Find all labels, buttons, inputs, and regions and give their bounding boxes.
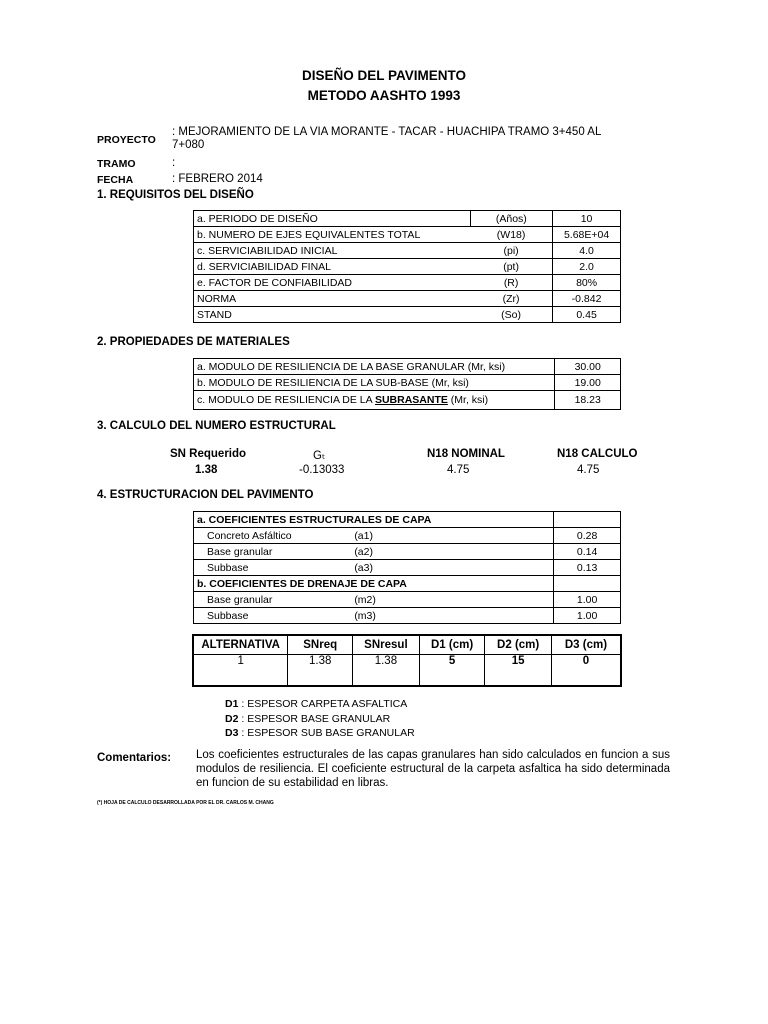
- gt-value: -0.13033: [299, 464, 345, 476]
- section1-title: 1. REQUISITOS DEL DISEÑO: [97, 189, 254, 201]
- table-row: [193, 655, 621, 687]
- layer-name: Base granular: [194, 592, 352, 608]
- col-header: SNresul: [353, 635, 420, 655]
- table-row: [194, 375, 621, 391]
- legend-key: D1: [225, 698, 239, 710]
- material-value: 18.23: [555, 391, 621, 410]
- layer-symbol: (m2): [351, 592, 553, 608]
- layer-value: 0.28: [554, 528, 621, 544]
- layer-name: Concreto Asfáltico: [194, 528, 352, 544]
- req-value: 4.0: [553, 243, 621, 259]
- proyecto-label: PROYECTO: [97, 134, 156, 146]
- layer-symbol: (a1): [351, 528, 553, 544]
- comments-text: Los coeficientes estructurales de las capas granulares han sido calculados en funcion a sus modulos de resiliencia. El coeficiente estructural de la carpeta asfaltica ha sido determinada en funcion de su estabilidad en libras.: [196, 749, 670, 789]
- req-symbol: (Años): [470, 211, 553, 227]
- req-label: b. NUMERO DE EJES EQUIVALENTES TOTAL: [194, 227, 471, 243]
- req-label: e. FACTOR DE CONFIABILIDAD: [194, 275, 471, 291]
- table-row: [194, 576, 621, 592]
- material-label: b. MODULO DE RESILIENCIA DE LA SUB-BASE (Mr, ksi): [194, 375, 555, 391]
- proyecto-value-line2: 7+080: [172, 139, 205, 151]
- material-value: 30.00: [555, 359, 621, 375]
- table-row: [194, 307, 621, 323]
- n18-calculo-header: N18 CALCULO: [557, 448, 638, 460]
- coefficients-table: [193, 511, 621, 624]
- comments-label: Comentarios:: [97, 752, 172, 764]
- footnote: (*) HOJA DE CALCULO DESARROLLADA POR EL DR. CARLOS M. CHANG: [97, 800, 274, 806]
- table-row: [194, 528, 621, 544]
- material-label: a. MODULO DE RESILIENCIA DE LA BASE GRANULAR (Mr, ksi): [194, 359, 555, 375]
- req-value: 0.45: [553, 307, 621, 323]
- section2-title: 2. PROPIEDADES DE MATERIALES: [97, 336, 290, 348]
- table-row: [194, 211, 621, 227]
- n18-calculo-value: 4.75: [577, 464, 600, 476]
- layer-symbol: (a2): [351, 544, 553, 560]
- material-label-pre: c. MODULO DE RESILIENCIA DE LA: [197, 394, 375, 406]
- material-label-post: (Mr, ksi): [447, 394, 489, 406]
- legend-text: : ESPESOR BASE GRANULAR: [238, 713, 391, 725]
- table-row: [194, 359, 621, 375]
- req-value: 5.68E+04: [553, 227, 621, 243]
- material-value: 19.00: [555, 375, 621, 391]
- layer-name: Base granular: [194, 544, 352, 560]
- table-header-row: [193, 635, 621, 655]
- section3-title: 3. CALCULO DEL NUMERO ESTRUCTURAL: [97, 420, 336, 432]
- alt-cell: 5: [419, 655, 485, 687]
- legend-item: [225, 727, 415, 739]
- subrasante-label: SUBRASANTE: [374, 394, 448, 406]
- alt-cell: 1.38: [288, 655, 353, 687]
- req-symbol: (W18): [470, 227, 553, 243]
- table-row: [194, 243, 621, 259]
- layer-symbol: (m3): [351, 608, 553, 624]
- layer-value: 0.13: [554, 560, 621, 576]
- materials-table: [193, 358, 621, 410]
- material-label: [194, 391, 555, 410]
- alt-cell: 0: [551, 655, 621, 687]
- proyecto-value-line1: : MEJORAMIENTO DE LA VIA MORANTE - TACAR - HUACHIPA TRAMO 3+450 AL: [172, 126, 602, 138]
- table-row: [194, 560, 621, 576]
- col-header: SNreq: [288, 635, 353, 655]
- alt-cell: 1: [193, 655, 288, 687]
- legend-key: D3: [225, 727, 239, 739]
- page-subtitle: METODO AASHTO 1993: [307, 88, 461, 103]
- layer-name: Subbase: [194, 608, 352, 624]
- coef-header: a. COEFICIENTES ESTRUCTURALES DE CAPA: [194, 512, 554, 528]
- n18-nominal-header: N18 NOMINAL: [427, 448, 505, 460]
- col-header: D3 (cm): [551, 635, 621, 655]
- legend-text: : ESPESOR SUB BASE GRANULAR: [238, 727, 415, 739]
- req-label: NORMA: [194, 291, 471, 307]
- layer-value: 1.00: [554, 608, 621, 624]
- table-row: [194, 275, 621, 291]
- table-row: [194, 259, 621, 275]
- tramo-value: :: [172, 157, 176, 169]
- req-symbol: (pt): [470, 259, 553, 275]
- layer-name: Subbase: [194, 560, 352, 576]
- req-label: d. SERVICIABILIDAD FINAL: [194, 259, 471, 275]
- fecha-value: : FEBRERO 2014: [172, 173, 263, 185]
- legend-item: [225, 713, 390, 725]
- req-symbol: (So): [470, 307, 553, 323]
- req-label: c. SERVICIABILIDAD INICIAL: [194, 243, 471, 259]
- table-row: [194, 227, 621, 243]
- fecha-label: FECHA: [97, 174, 134, 186]
- layer-symbol: (a3): [351, 560, 553, 576]
- req-symbol: (pi): [470, 243, 553, 259]
- gt-header: Gₜ: [313, 450, 326, 462]
- col-header: D2 (cm): [485, 635, 552, 655]
- sn-value: 1.38: [195, 464, 218, 476]
- req-value: -0.842: [553, 291, 621, 307]
- legend-key: D2: [225, 713, 239, 725]
- req-value: 2.0: [553, 259, 621, 275]
- table-row: [194, 391, 621, 410]
- table-row: [194, 592, 621, 608]
- sn-header: SN Requerido: [170, 448, 247, 460]
- page-title: DISEÑO DEL PAVIMENTO: [301, 68, 467, 83]
- layer-value: 0.14: [554, 544, 621, 560]
- n18-nominal-value: 4.75: [447, 464, 470, 476]
- req-label: STAND: [194, 307, 471, 323]
- col-header: ALTERNATIVA: [193, 635, 288, 655]
- empty-cell: [554, 576, 621, 592]
- req-symbol: (R): [470, 275, 553, 291]
- drain-header: b. COEFICIENTES DE DRENAJE DE CAPA: [194, 576, 554, 592]
- req-label: a. PERIODO DE DISEÑO: [194, 211, 471, 227]
- alt-cell: 15: [485, 655, 552, 687]
- req-symbol: (Zr): [470, 291, 553, 307]
- tramo-label: TRAMO: [97, 158, 136, 170]
- alternatives-table: [192, 634, 622, 687]
- col-header: D1 (cm): [419, 635, 485, 655]
- table-row: [194, 608, 621, 624]
- section4-title: 4. ESTRUCTURACION DEL PAVIMENTO: [97, 489, 314, 501]
- layer-value: 1.00: [554, 592, 621, 608]
- design-requirements-table: [193, 210, 621, 323]
- legend-text: : ESPESOR CARPETA ASFALTICA: [238, 698, 408, 710]
- req-value: 80%: [553, 275, 621, 291]
- req-value: 10: [553, 211, 621, 227]
- alt-cell: 1.38: [353, 655, 420, 687]
- table-row: [194, 544, 621, 560]
- table-row: [194, 291, 621, 307]
- table-row: [194, 512, 621, 528]
- empty-cell: [554, 512, 621, 528]
- legend-item: [225, 698, 407, 710]
